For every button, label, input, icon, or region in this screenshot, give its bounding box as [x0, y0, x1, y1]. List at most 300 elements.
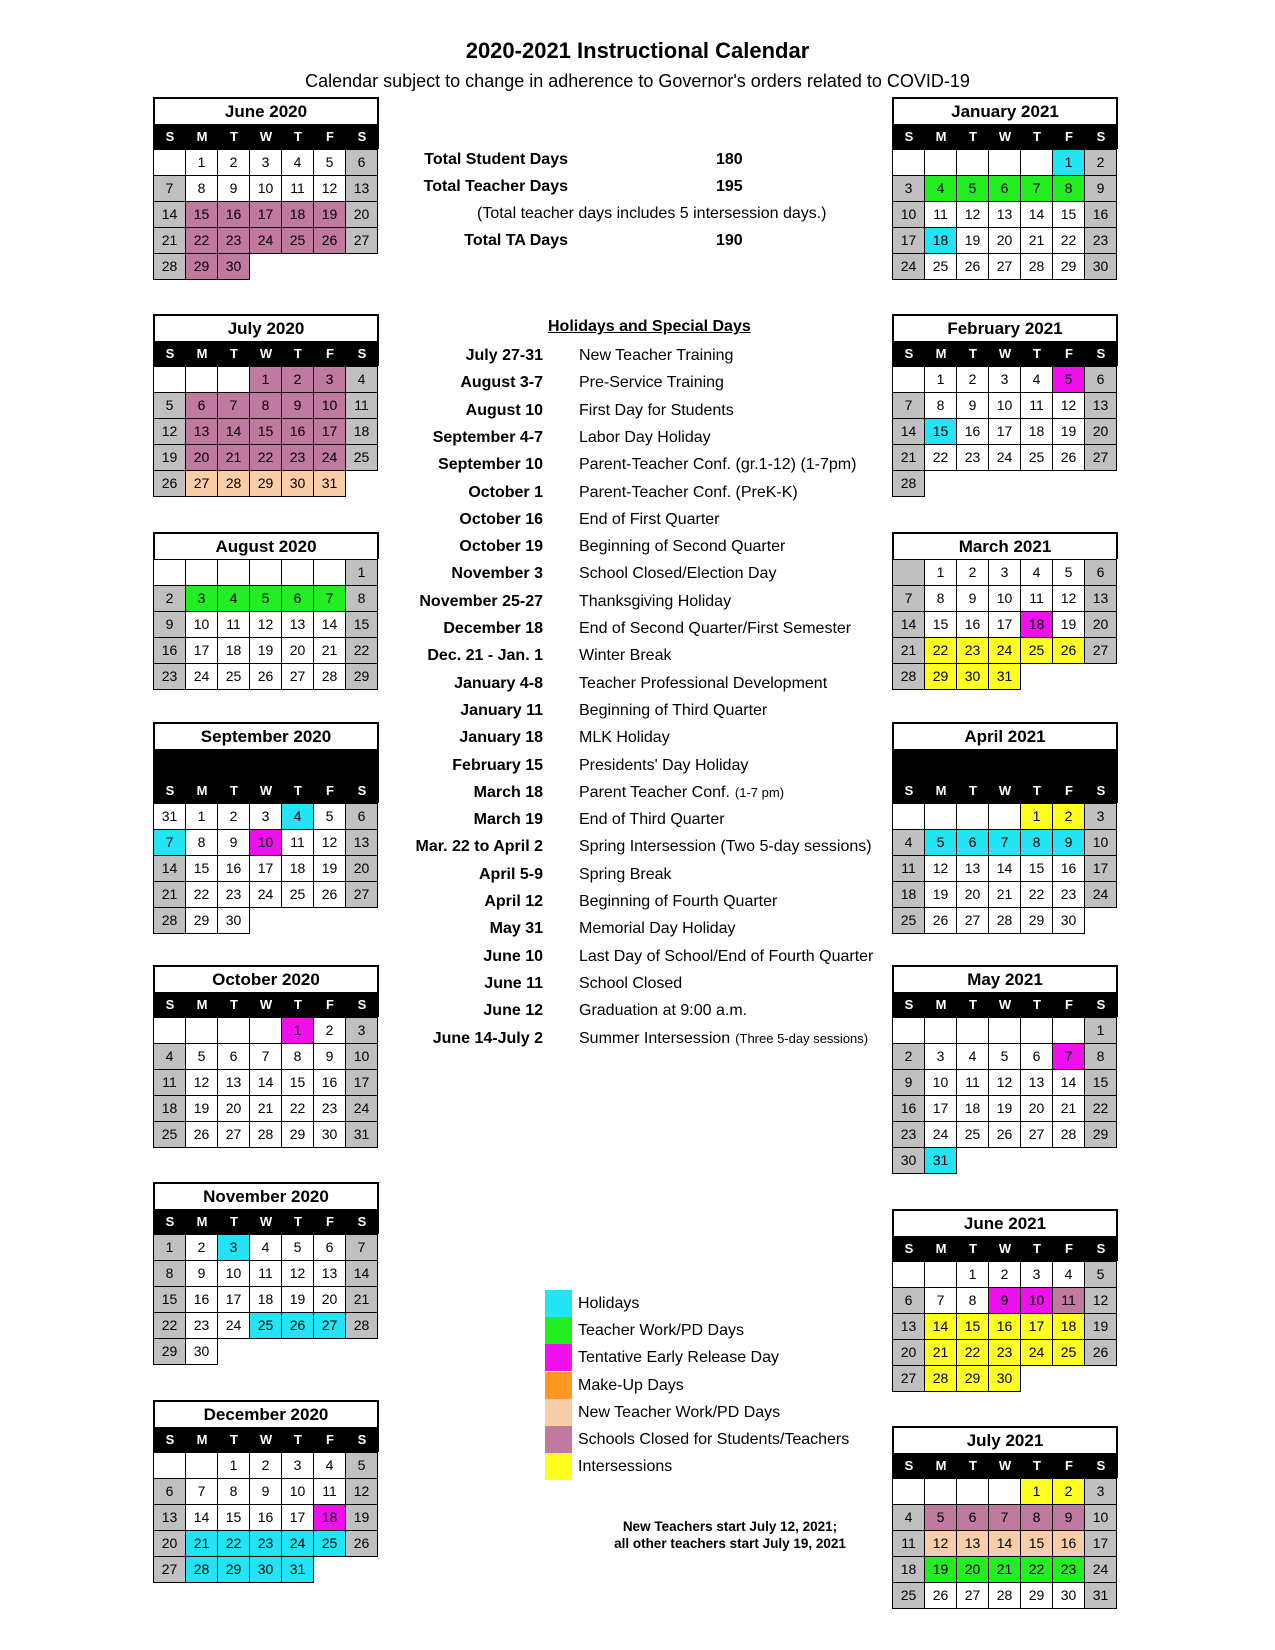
holiday-desc: [579, 565, 776, 583]
day-cell: 31: [281, 1556, 314, 1583]
day-grid: [892, 1261, 1118, 1391]
holiday-desc-text: Beginning of Third Quarter: [579, 702, 768, 719]
holiday-desc: [579, 620, 851, 638]
holiday-desc-text: Thanksgiving Holiday: [579, 593, 732, 610]
weekday-label: F: [326, 997, 334, 1012]
day-cell: 23: [892, 1121, 925, 1148]
day-cell: 20: [892, 1339, 925, 1366]
day-cell: 17: [924, 1095, 957, 1122]
month-name: September 2020: [153, 722, 379, 749]
day-cell: 30: [185, 1338, 218, 1365]
day-cell: 2: [281, 366, 314, 393]
day-cell: 23: [1084, 227, 1117, 254]
day-cell: 19: [1052, 611, 1085, 638]
day-cell: 30: [956, 663, 989, 690]
weekday-label: T: [294, 1214, 302, 1229]
day-cell: 2: [988, 1261, 1021, 1288]
day-cell: 16: [1052, 1530, 1085, 1557]
day-cell: 21: [313, 637, 346, 664]
weekday-header: [153, 1427, 379, 1452]
day-grid: [892, 1017, 1118, 1173]
day-cell: 21: [892, 637, 925, 664]
day-cell: 12: [313, 175, 346, 202]
holiday-desc-text: Last Day of School/End of Fourth Quarter: [579, 948, 874, 965]
day-cell: 14: [313, 611, 346, 638]
weekday-label: S: [165, 129, 175, 144]
day-cell: 29: [924, 663, 957, 690]
month-name: August 2020: [153, 532, 379, 559]
holiday-desc: [579, 948, 873, 966]
day-cell: 11: [1020, 392, 1053, 419]
day-cell: 17: [313, 418, 346, 445]
weekday-label: S: [1096, 997, 1106, 1012]
day-cell: 7: [988, 1504, 1021, 1531]
day-cell: 1: [345, 559, 378, 586]
day-cell: 7: [153, 175, 186, 202]
day-cell: 22: [185, 227, 218, 254]
weekday-label: T: [230, 997, 238, 1012]
month-calendar: [892, 722, 1118, 933]
day-cell: 21: [1020, 227, 1053, 254]
day-cell: 31: [924, 1147, 957, 1174]
holiday-desc-text: Parent-Teacher Conf. (PreK-K): [579, 484, 798, 501]
day-cell: 7: [185, 1478, 218, 1505]
weekday-label: M: [935, 783, 947, 798]
day-cell: 9: [217, 175, 250, 202]
day-cell: 25: [281, 881, 314, 908]
holiday-date: June 11: [484, 975, 543, 992]
weekday-label: M: [196, 346, 208, 361]
day-cell: 1: [185, 803, 218, 830]
month-name: March 2021: [892, 532, 1118, 559]
day-cell: 1: [1052, 149, 1085, 176]
day-cell: 9: [956, 585, 989, 612]
holiday-date: March 19: [473, 811, 543, 828]
holiday-desc: [579, 893, 777, 911]
day-cell: 3: [345, 1017, 378, 1044]
day-cell: 7: [217, 392, 250, 419]
weekday-label: S: [904, 997, 914, 1012]
day-cell: 4: [956, 1043, 989, 1070]
holiday-desc-text: Spring Intersession (Two 5-day sessions): [579, 838, 872, 855]
day-cell: 3: [249, 149, 282, 176]
weekday-label: F: [1065, 346, 1073, 361]
month-name: February 2021: [892, 314, 1118, 341]
day-cell: 27: [956, 907, 989, 934]
holiday-date: November 3: [451, 565, 543, 582]
day-cell: 11: [892, 855, 925, 882]
day-cell: 17: [281, 1504, 314, 1531]
holiday-date: November 25-27: [419, 593, 543, 610]
day-cell: 21: [345, 1286, 378, 1313]
day-cell: 8: [153, 1260, 186, 1287]
day-cell: 4: [1020, 366, 1053, 393]
day-cell: 4: [345, 366, 378, 393]
day-cell: 5: [1084, 1261, 1117, 1288]
day-cell: 24: [1084, 1556, 1117, 1583]
day-grid: [153, 1452, 379, 1582]
day-cell: 20: [956, 881, 989, 908]
holiday-desc: [579, 784, 784, 802]
day-cell: 19: [1084, 1313, 1117, 1340]
day-cell: 12: [924, 855, 957, 882]
day-cell: 25: [924, 253, 957, 280]
day-cell: 10: [988, 585, 1021, 612]
stat-student-days-value: 180: [716, 151, 743, 168]
day-cell: 5: [345, 1452, 378, 1479]
weekday-label: T: [294, 1432, 302, 1447]
day-cell: 3: [185, 585, 218, 612]
day-cell: 3: [217, 1234, 250, 1261]
day-cell: 22: [153, 1312, 186, 1339]
empty-day-cell: [892, 559, 925, 586]
holiday-desc-text: Teacher Professional Development: [579, 675, 828, 692]
day-cell: 19: [281, 1286, 314, 1313]
day-cell: 11: [313, 1478, 346, 1505]
empty-day-cell: [956, 1478, 989, 1505]
day-cell: 13: [185, 418, 218, 445]
day-cell: 15: [924, 418, 957, 445]
day-cell: 31: [345, 1121, 378, 1148]
day-cell: 29: [1052, 253, 1085, 280]
legend-label: Teacher Work/PD Days: [578, 1322, 744, 1339]
empty-day-cell: [1020, 1017, 1053, 1044]
day-cell: 10: [1020, 1287, 1053, 1314]
day-cell: 27: [153, 1556, 186, 1583]
day-cell: 27: [956, 1582, 989, 1609]
holiday-desc: [579, 402, 734, 420]
weekday-label: T: [969, 1458, 977, 1473]
day-cell: 9: [217, 829, 250, 856]
holiday-date: September 4-7: [432, 429, 543, 446]
day-cell: 29: [249, 470, 282, 497]
day-cell: 23: [153, 663, 186, 690]
day-cell: 5: [313, 149, 346, 176]
weekday-label: W: [259, 1432, 273, 1447]
day-cell: 14: [988, 1530, 1021, 1557]
day-cell: 20: [345, 855, 378, 882]
month-name: December 2020: [153, 1400, 379, 1427]
day-grid: [892, 1478, 1118, 1608]
day-cell: 30: [892, 1147, 925, 1174]
day-cell: 16: [956, 418, 989, 445]
holiday-date: June 12: [483, 1002, 543, 1019]
day-cell: 21: [1052, 1095, 1085, 1122]
day-cell: 1: [281, 1017, 314, 1044]
empty-day-cell: [249, 1017, 282, 1044]
day-cell: 24: [345, 1095, 378, 1122]
day-cell: 16: [153, 637, 186, 664]
day-cell: 7: [153, 829, 186, 856]
weekday-label: S: [1096, 783, 1106, 798]
day-cell: 24: [988, 444, 1021, 471]
day-cell: 16: [313, 1069, 346, 1096]
day-cell: 16: [988, 1313, 1021, 1340]
day-cell: 25: [217, 663, 250, 690]
empty-day-cell: [988, 149, 1021, 176]
empty-day-cell: [185, 366, 218, 393]
day-cell: 23: [313, 1095, 346, 1122]
weekday-label: M: [196, 1214, 208, 1229]
month-calendar: [153, 532, 379, 689]
weekday-label: M: [935, 1241, 947, 1256]
weekday-label: W: [998, 1241, 1012, 1256]
weekday-label: T: [230, 1214, 238, 1229]
day-cell: 26: [924, 907, 957, 934]
day-cell: 10: [988, 392, 1021, 419]
day-cell: 12: [1084, 1287, 1117, 1314]
day-cell: 15: [924, 611, 957, 638]
day-cell: 22: [1020, 881, 1053, 908]
weekday-label: S: [904, 346, 914, 361]
empty-day-cell: [185, 1017, 218, 1044]
day-cell: 30: [988, 1365, 1021, 1392]
holiday-date: February 15: [452, 757, 543, 774]
month-name: January 2021: [892, 97, 1118, 124]
day-cell: 30: [1052, 1582, 1085, 1609]
weekday-label: W: [998, 783, 1012, 798]
day-cell: 24: [249, 227, 282, 254]
day-grid: [892, 559, 1118, 689]
weekday-label: W: [259, 1214, 273, 1229]
day-cell: 3: [988, 366, 1021, 393]
weekday-label: S: [165, 346, 175, 361]
holiday-desc-text: Winter Break: [579, 647, 672, 664]
weekday-label: W: [259, 783, 273, 798]
day-cell: 27: [313, 1312, 346, 1339]
day-cell: 28: [185, 1556, 218, 1583]
day-cell: 23: [217, 881, 250, 908]
day-cell: 9: [988, 1287, 1021, 1314]
day-cell: 23: [185, 1312, 218, 1339]
day-cell: 11: [217, 611, 250, 638]
day-cell: 13: [345, 829, 378, 856]
weekday-header: [153, 341, 379, 366]
day-cell: 5: [956, 175, 989, 202]
empty-day-cell: [217, 366, 250, 393]
holiday-desc-text: End of First Quarter: [579, 511, 720, 528]
day-cell: 21: [185, 1530, 218, 1557]
day-cell: 2: [1052, 803, 1085, 830]
day-cell: 14: [153, 855, 186, 882]
footnote-line-1: New Teachers start July 12, 2021;: [622, 1519, 838, 1534]
empty-day-cell: [153, 149, 186, 176]
day-grid: [153, 1017, 379, 1147]
day-cell: 25: [281, 227, 314, 254]
day-cell: 19: [185, 1095, 218, 1122]
day-cell: 16: [892, 1095, 925, 1122]
weekday-label: T: [969, 783, 977, 798]
holiday-desc-text: Parent-Teacher Conf. (gr.1-12) (1-7pm): [579, 456, 857, 473]
day-cell: 28: [892, 470, 925, 497]
weekday-label: T: [294, 997, 302, 1012]
legend-swatch: [545, 1344, 572, 1371]
weekday-header: [153, 778, 379, 803]
day-cell: 15: [1084, 1069, 1117, 1096]
holiday-date: April 12: [484, 893, 543, 910]
day-cell: 3: [892, 175, 925, 202]
weekday-label: F: [326, 1214, 334, 1229]
day-cell: 11: [892, 1530, 925, 1557]
day-cell: 12: [1052, 585, 1085, 612]
day-cell: 24: [988, 637, 1021, 664]
day-cell: 4: [924, 175, 957, 202]
day-cell: 16: [281, 418, 314, 445]
month-calendar: [153, 97, 379, 279]
weekday-label: T: [230, 1432, 238, 1447]
weekday-label: T: [294, 346, 302, 361]
day-cell: 20: [281, 637, 314, 664]
day-cell: 3: [249, 803, 282, 830]
day-cell: 10: [249, 829, 282, 856]
holiday-desc: [579, 757, 748, 775]
day-cell: 13: [217, 1069, 250, 1096]
weekday-label: F: [1065, 1241, 1073, 1256]
day-cell: 26: [185, 1121, 218, 1148]
holiday-desc-text: Spring Break: [579, 866, 672, 883]
weekday-label: T: [1033, 1458, 1041, 1473]
day-cell: 29: [281, 1121, 314, 1148]
day-cell: 28: [988, 1582, 1021, 1609]
empty-day-cell: [988, 1478, 1021, 1505]
holiday-desc-text: Memorial Day Holiday: [579, 920, 736, 937]
day-cell: 10: [1084, 1504, 1117, 1531]
holiday-desc-note: (1-7 pm): [734, 785, 785, 800]
holiday-date: September 10: [438, 456, 543, 473]
holiday-desc: [579, 429, 711, 447]
weekday-label: W: [259, 997, 273, 1012]
weekday-label: T: [230, 346, 238, 361]
day-cell: 26: [1052, 444, 1085, 471]
day-cell: 26: [988, 1121, 1021, 1148]
day-cell: 28: [924, 1365, 957, 1392]
empty-day-cell: [1020, 149, 1053, 176]
month-calendar: [153, 965, 379, 1147]
day-cell: 30: [1052, 907, 1085, 934]
day-cell: 15: [249, 418, 282, 445]
day-cell: 5: [924, 829, 957, 856]
day-cell: 21: [153, 881, 186, 908]
day-cell: 10: [924, 1069, 957, 1096]
day-cell: 2: [153, 585, 186, 612]
month-calendar: [153, 1182, 379, 1364]
day-grid: [153, 559, 379, 689]
day-cell: 11: [249, 1260, 282, 1287]
day-cell: 11: [345, 392, 378, 419]
day-cell: 1: [1020, 1478, 1053, 1505]
weekday-label: S: [165, 997, 175, 1012]
holiday-desc: [579, 702, 767, 720]
day-cell: 21: [217, 444, 250, 471]
holiday-date: January 11: [460, 702, 543, 719]
weekday-label: F: [326, 129, 334, 144]
day-cell: 1: [1020, 803, 1053, 830]
weekday-label: S: [1096, 129, 1106, 144]
holiday-desc: [579, 538, 785, 556]
holiday-desc-text: Beginning of Fourth Quarter: [579, 893, 778, 910]
day-cell: 14: [249, 1069, 282, 1096]
day-cell: 18: [1020, 611, 1053, 638]
weekday-label: S: [357, 129, 367, 144]
weekday-label: M: [196, 129, 208, 144]
day-cell: 11: [924, 201, 957, 228]
day-cell: 9: [313, 1043, 346, 1070]
day-cell: 9: [249, 1478, 282, 1505]
day-cell: 12: [1052, 392, 1085, 419]
weekday-label: M: [935, 997, 947, 1012]
empty-day-cell: [185, 559, 218, 586]
month-name: November 2020: [153, 1182, 379, 1209]
weekday-label: F: [1065, 1458, 1073, 1473]
day-cell: 13: [988, 201, 1021, 228]
day-cell: 8: [1020, 829, 1053, 856]
weekday-label: W: [998, 997, 1012, 1012]
day-cell: 18: [281, 855, 314, 882]
weekday-label: S: [1096, 346, 1106, 361]
day-cell: 19: [153, 444, 186, 471]
empty-day-cell: [153, 1017, 186, 1044]
day-cell: 26: [249, 663, 282, 690]
day-cell: 22: [1084, 1095, 1117, 1122]
day-cell: 27: [1020, 1121, 1053, 1148]
day-cell: 16: [1052, 855, 1085, 882]
day-cell: 31: [988, 663, 1021, 690]
day-cell: 4: [892, 829, 925, 856]
holiday-desc-text: MLK Holiday: [579, 729, 670, 746]
holiday-desc: [579, 1030, 868, 1048]
day-cell: 14: [345, 1260, 378, 1287]
holiday-desc: [579, 484, 798, 502]
weekday-label: F: [1065, 783, 1073, 798]
day-cell: 8: [185, 175, 218, 202]
holiday-desc: [579, 811, 725, 829]
empty-day-cell: [217, 559, 250, 586]
empty-day-cell: [281, 559, 314, 586]
day-cell: 27: [1084, 444, 1117, 471]
day-cell: 24: [185, 663, 218, 690]
day-cell: 4: [281, 803, 314, 830]
month-calendar: [892, 97, 1118, 279]
holiday-date: Dec. 21 - Jan. 1: [427, 647, 543, 664]
empty-day-cell: [153, 1452, 186, 1479]
holiday-desc-text: Parent Teacher Conf.: [579, 784, 730, 801]
holiday-desc-text: End of Second Quarter/First Semester: [579, 620, 852, 637]
day-cell: 31: [153, 803, 186, 830]
legend-label: Make-Up Days: [578, 1377, 684, 1394]
day-cell: 13: [956, 855, 989, 882]
day-cell: 10: [185, 611, 218, 638]
day-cell: 22: [217, 1530, 250, 1557]
day-cell: 25: [249, 1312, 282, 1339]
day-cell: 12: [988, 1069, 1021, 1096]
month-name: May 2021: [892, 965, 1118, 992]
day-cell: 8: [249, 392, 282, 419]
empty-day-cell: [249, 559, 282, 586]
day-cell: 25: [345, 444, 378, 471]
day-cell: 21: [892, 444, 925, 471]
weekday-label: T: [1033, 129, 1041, 144]
day-cell: 21: [988, 881, 1021, 908]
day-cell: 14: [185, 1504, 218, 1531]
day-cell: 13: [892, 1313, 925, 1340]
weekday-label: T: [969, 997, 977, 1012]
day-cell: 24: [924, 1121, 957, 1148]
day-cell: 13: [313, 1260, 346, 1287]
day-cell: 14: [892, 418, 925, 445]
weekday-label: T: [969, 346, 977, 361]
empty-day-cell: [892, 1261, 925, 1288]
page-title: 2020-2021 Instructional Calendar: [465, 38, 810, 63]
